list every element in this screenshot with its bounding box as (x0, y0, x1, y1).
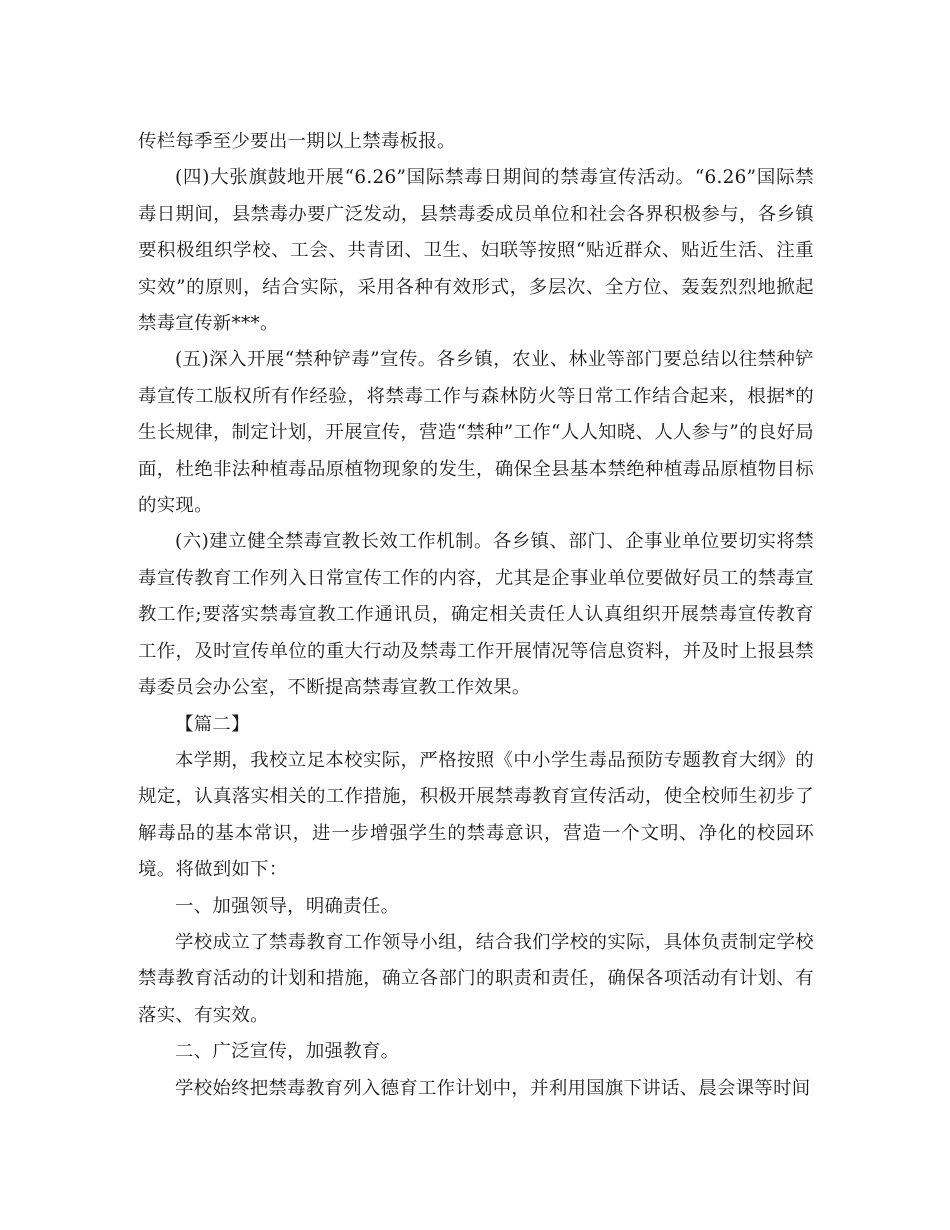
paragraph-heading-1: 一、加强领导，明确责任。 (175, 895, 400, 917)
document-body (138, 124, 814, 1107)
paragraph-education: 学校始终把禁毒教育列入德育工作计划中，并利用国旗下讲话、晨会课等时间 (175, 1077, 811, 1099)
paragraph-intro: 本学期，我校立足本校实际，严格按照《中小学生毒品预防专题教育大纲》的规定，认真落实相关的工作措施，积极开展禁毒教育宣传活动，使全校师生初步了解毒品的基本常识，进一步增强学生的禁毒意识，营造一个文明、净化的校园环境。将做到如下： (138, 749, 814, 881)
paragraph-heading-2: 二、广泛宣传，加强教育。 (175, 1041, 400, 1063)
paragraph-section-5: (五)深入开展“禁种铲毒”宣传。各乡镇，农业、林业等部门要总结以往禁种铲毒宣传工版权所有作经验，将禁毒工作与森林防火等日常工作结合起来，根据*的生长规律，制定计划，开展宣传，营造“禁种”工作“人人知晓、人人参与”的良好局面，杜绝非法种植毒品原植物现象的发生，确保全县基本禁绝种植毒品原植物目标的实现。 (138, 349, 814, 517)
paragraph-leadership: 学校成立了禁毒教育工作领导小组，结合我们学校的实际，具体负责制定学校禁毒教育活动的计划和措施，确立各部门的职责和责任，确保各项活动有计划、有落实、有实效。 (138, 931, 814, 1026)
paragraph-section-4: (四)大张旗鼓地开展“6.26”国际禁毒日期间的禁毒宣传活动。“6.26”国际禁毒日期间，县禁毒办要广泛发动，县禁毒委成员单位和社会各界积极参与，各乡镇要积极组织学校、工会、共青团、卫生、妇联等按照“贴近群众、贴近生活、注重实效”的原则，结合实际，采用各种有效形式，多层次、全方位、轰轰烈烈地掀起禁毒宣传新***。 (138, 167, 814, 335)
paragraph-section-6: (六)建立健全禁毒宣教长效工作机制。各乡镇、部门、企事业单位要切实将禁毒宣传教育工作列入日常宣传工作的内容，尤其是企事业单位要做好员工的禁毒宣教工作;要落实禁毒宣教工作通讯员，确定相关责任人认真组织开展禁毒宣传教育工作，及时宣传单位的重大行动及禁毒工作开展情况等信息资料，并及时上报县禁毒委员会办公室，不断提高禁毒宣教工作效果。 (138, 531, 814, 699)
section-heading-part-two: 【篇二】 (175, 713, 250, 735)
paragraph-continuation: 传栏每季至少要出一期以上禁毒板报。 (138, 131, 456, 152)
